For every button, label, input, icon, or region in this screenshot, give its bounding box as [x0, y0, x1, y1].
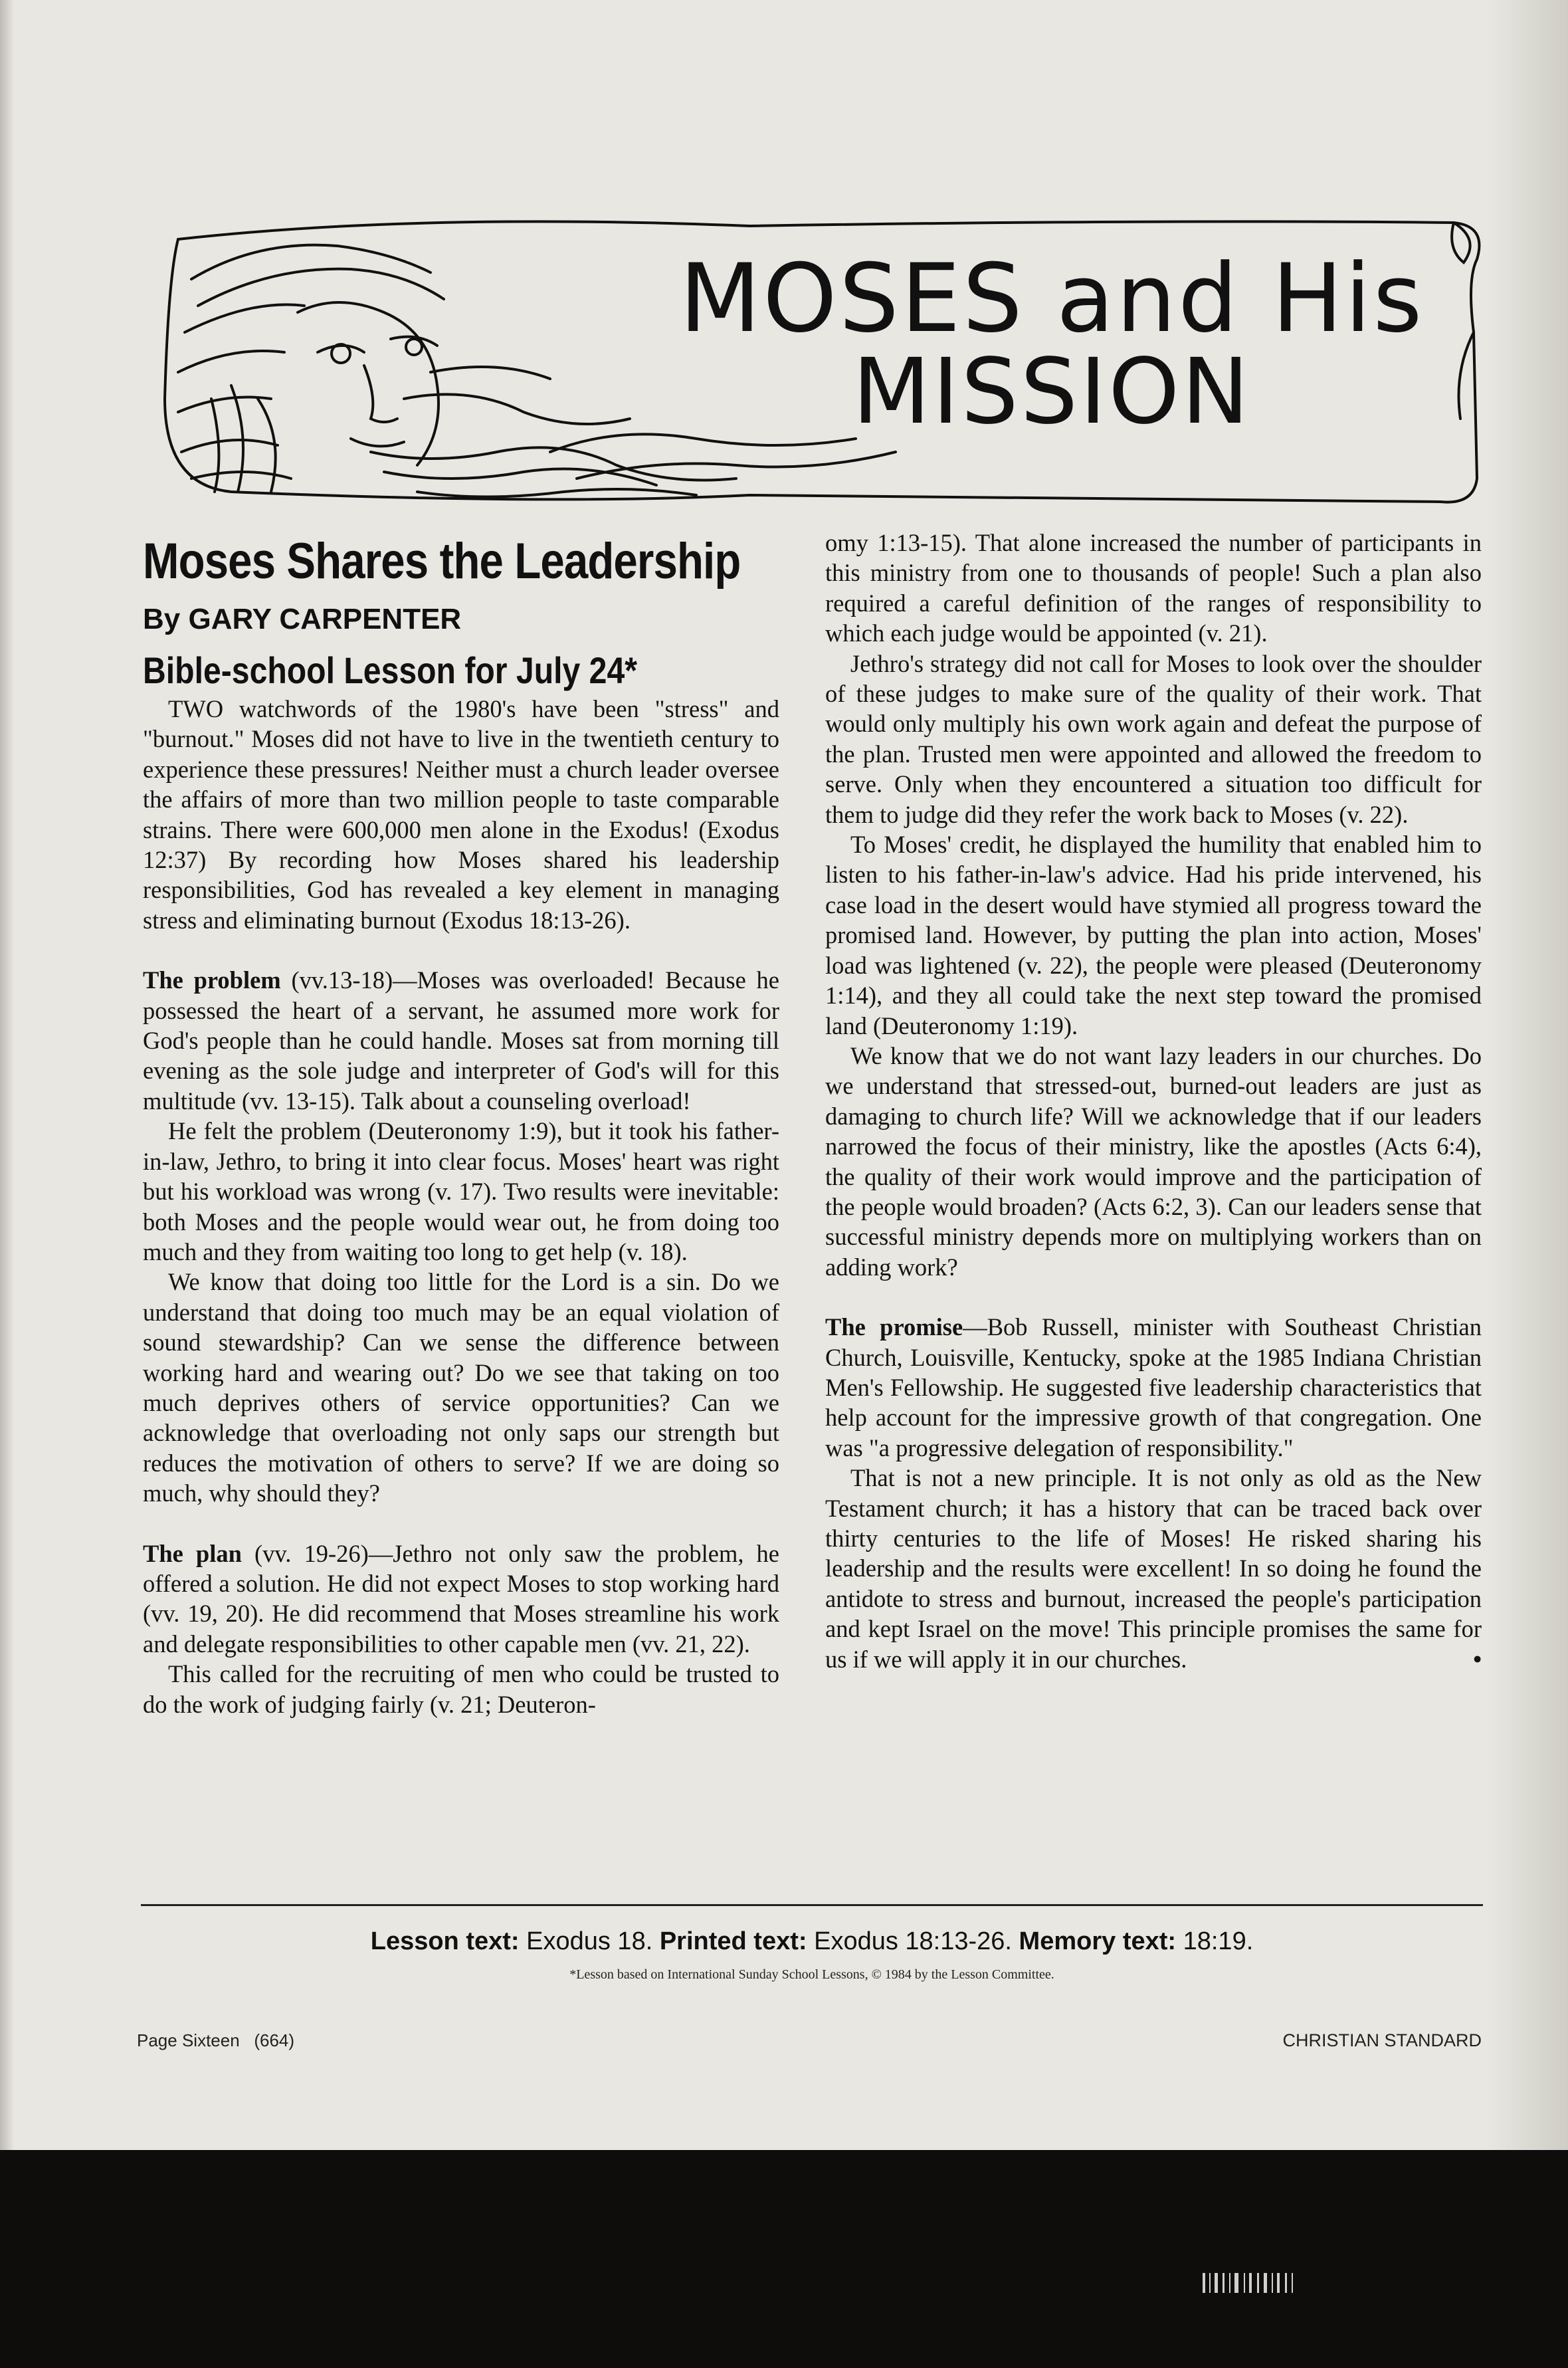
page-edge-shadow — [0, 0, 15, 2150]
banner-title — [643, 244, 1460, 445]
promise-text-2: That is not a new principle. It is not only as old as the New Testament church; it has a history that can be traced back over thirty centuries to the life of Moses! He risked sharing his leadership and the results were excellent! In so doing he found the antidote to stress and burnout, increased the people's participation and kept Israel on the move! This principle promises the same for us if we will apply it in our churches. — [825, 1464, 1482, 1673]
plan-paragraph-2-continued: omy 1:13-15). That alone increased the number of participants in this ministry from one to thousands of people! Such a plan also required a careful definition of the ranges of responsibility to which each judge would be appointed (v. 21). — [825, 529, 1482, 647]
problem-paragraph-2: He felt the problem (Deuteronomy 1:9), but it took his father-in-law, Jethro, to bring it into clear focus. Moses' heart was right but his workload was wrong (v. 17). Two results were inevitable: both Moses and the people would wear out, he from doing too much and they from waiting too long to get help (v. 18). — [143, 1117, 779, 1265]
end-mark: • — [1473, 1645, 1482, 1673]
article-headline: Moses Shares the Leadership — [143, 533, 741, 590]
right-column — [825, 528, 1482, 1674]
problem-text-1: (vv.13-18)—Moses was overloaded! Because he possessed the heart of a servant, he assumed more work for God's people than he could handle. Moses sat from morning till evening as the sole judge and interpreter of God's will for this multitude (vv. 13-15). Talk about a counseling overload! — [143, 966, 780, 1115]
lesson-text-value: Exodus 18. — [526, 1927, 653, 1955]
lesson-date-line: Bible-school Lesson for July 24* — [143, 649, 637, 691]
memory-text-label: Memory text: — [1019, 1927, 1177, 1955]
lesson-text-label: Lesson text: — [370, 1927, 520, 1955]
problem-paragraph-3: We know that doing too little for the Lord is a sin. Do we understand that doing too much may be an equal violation of sound stewardship? Can we sense the difference between working hard and wearing out? Do we see that taking on too much deprives others of service opportunities? Can we acknowledge that overloading not only saps our strength but reduces the motivation of others to serve? If we are doing so much, why should they? — [143, 1268, 779, 1507]
title-banner — [151, 199, 1494, 512]
problem-paragraph-1 — [143, 965, 779, 1116]
banner-title-line1: MOSES and His — [679, 244, 1424, 354]
article-byline: By GARY CARPENTER — [143, 603, 462, 635]
promise-subhead: The promise — [825, 1313, 963, 1341]
plan-subhead: The plan — [143, 1539, 242, 1567]
intro-paragraph: TWO watchwords of the 1980's have been "stress" and "burnout." Moses did not have to live in the twentieth century to experience these pressures! Neither must a church leader oversee the affairs of more than two million people to taste comparable strains. There were 600,000 men alone in the Exodus! (Exodus 12:37) By recording how Moses shared his leadership responsibilities, God has revealed a key element in managing stress and eliminating burnout (Exodus 18:13-26). — [143, 695, 779, 934]
plan-paragraph-5: We know that we do not want lazy leaders in our churches. Do we understand that stressed-out, burned-out leaders are just as damaging to church life? Will we acknowledge that if our leaders narrowed the focus of their ministry, like the apostles (Acts 6:4), the quality of their work would improve and the participation of the people would broaden? (Acts 6:2, 3). Can our leaders sense that successful ministry depends more on multiplying workers than on adding work? — [825, 1041, 1482, 1281]
copyright-footnote: *Lesson based on International Sunday School Lessons, © 1984 by the Lesson Committee. — [569, 1967, 1054, 1982]
plan-paragraph-4: To Moses' credit, he displayed the humility that enabled him to listen to his father-in-law's advice. Had his pride intervened, his case load in the desert would have stymied all progress toward the promised land. However, by putting the plan into action, Moses' load was lightened (v. 22), the people were pleased (Deuteronomy 1:14), and they all could take the next step toward the promised land (Deuteronomy 1:19). — [825, 831, 1482, 1039]
left-column — [143, 532, 779, 1719]
problem-subhead: The problem — [143, 966, 281, 994]
memory-text-value: 18:19. — [1183, 1927, 1254, 1955]
promise-paragraph-1 — [825, 1312, 1482, 1463]
page-number: Page Sixteen (664) — [137, 2030, 295, 2050]
promise-text-1: —Bob Russell, minister with Southeast Christian Church, Louisville, Kentucky, spoke at the 1985 Indiana Christian Men's Fellowship. He suggested five leadership characteristics that help account for the impressive growth of that congregation. One was "a progressive delegation of responsibility." — [825, 1313, 1482, 1461]
plan-text-1: (vv. 19-26)—Jethro not only saw the problem, he offered a solution. He did not expect Moses to stop working hard (vv. 19, 20). He did recommend that Moses streamline his work and delegate responsibilities to other capable men (vv. 21, 22). — [143, 1539, 779, 1658]
plan-paragraph-2: This called for the recruiting of men who could be trusted to do the work of judging fairly (v. 21; Deuteron- — [143, 1660, 779, 1718]
lesson-text-line — [141, 1927, 1483, 1956]
plan-paragraph-1 — [143, 1539, 779, 1660]
printed-text-value: Exodus 18:13-26. — [814, 1927, 1012, 1955]
plan-paragraph-3: Jethro's strategy did not call for Moses to look over the shoulder of these judges to make sure of the quality of their work. That would only multiply his own work again and defeat the purpose of the plan. Trusted men were appointed and allowed the freedom to serve. Only when they encountered a situation too difficult for them to judge did they refer the work back to Moses (v. 22). — [825, 649, 1482, 828]
page-right-shade — [1488, 0, 1568, 2150]
footer-rule — [141, 1904, 1483, 1906]
printed-text-label: Printed text: — [659, 1927, 807, 1955]
scanner-marks — [1196, 2266, 1415, 2306]
publication-name: CHRISTIAN STANDARD — [1282, 2030, 1482, 2050]
banner-title-line2: MISSION — [852, 340, 1251, 445]
promise-paragraph-2 — [825, 1463, 1482, 1674]
